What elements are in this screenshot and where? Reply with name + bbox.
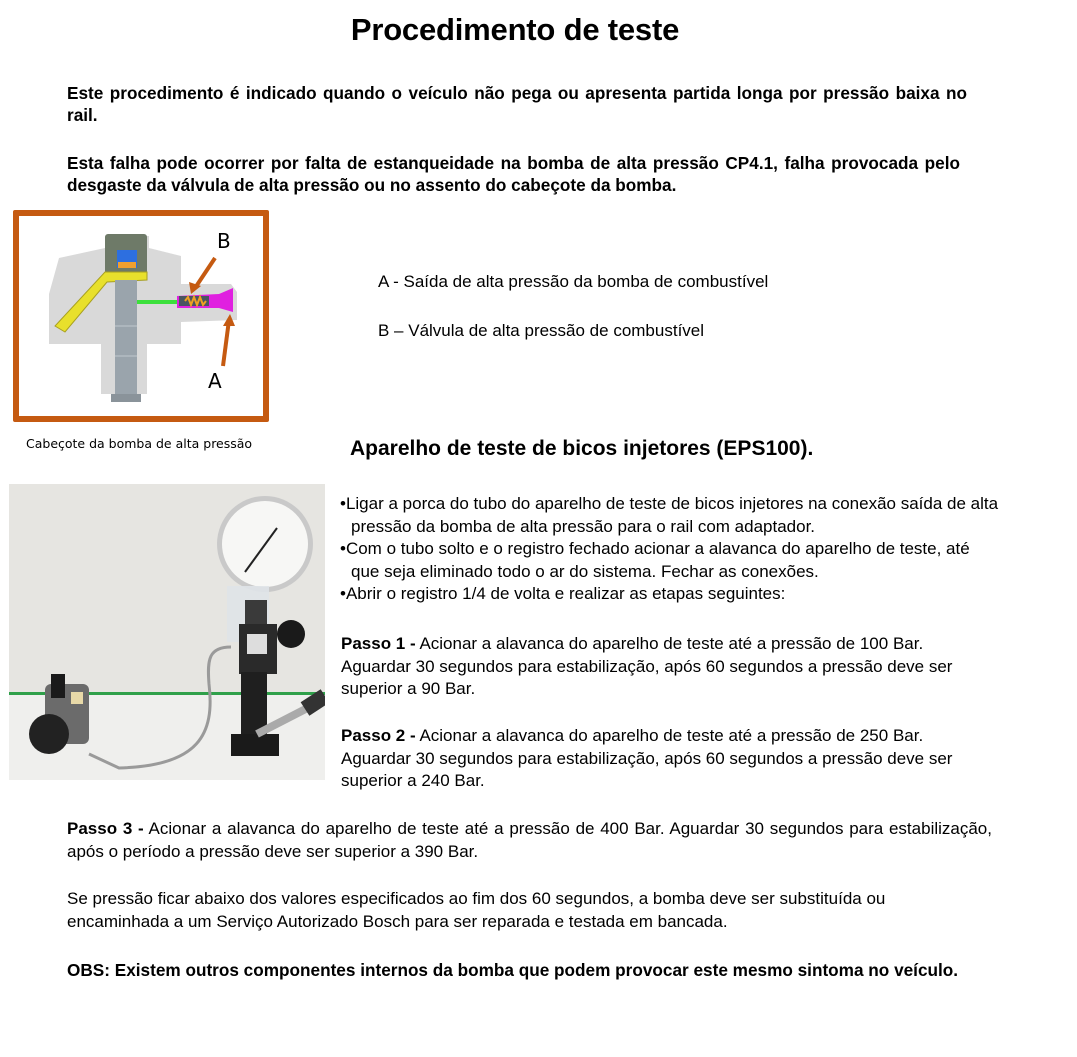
pump-head-diagram [13,210,269,422]
spring-top [118,262,136,268]
instruction-item: •Abrir o registro 1/4 de volta e realizar as etapas seguintes: [340,584,786,603]
step-text: Acionar a alavanca do aparelho de teste até a pressão de 250 Bar. Aguardar 30 segundos para estabilização, após 60 segundos a pressão deve ser superior a 240 Bar. [341,726,953,790]
instruction-item: •Ligar a porca do tubo do aparelho de teste de bicos injetores na conexão saída de alta pressão da bomba de alta pressão para o rail com adaptador. [340,494,999,536]
instruction-list [340,493,1000,606]
label-a: A [208,369,222,393]
intro-paragraph-2: Esta falha pode ocorrer por falta de estanqueidade na bomba de alta pressão CP4.1, falha provocada pelo desgaste da válvula de alta pressão ou no assento do cabeçote da bomba. [67,153,960,195]
replacement-note: Se pressão ficar abaixo dos valores especificados ao fim dos 60 segundos, a bomba deve ser substituída ou encaminhada a um Serviço Autorizado Bosch para ser reparada e testada em bancada. [67,889,886,931]
pump-head-illustration [19,216,263,416]
arrow-b [195,258,215,288]
tester-illustration [9,484,325,780]
label-b: B [217,229,231,253]
intro-paragraph-1: Este procedimento é indicado quando o veículo não pega ou apresenta partida longa por pressão baixa no rail. [67,83,967,125]
step-2 [341,725,991,793]
step-label: Passo 1 - [341,634,416,653]
step-1 [341,633,991,701]
tester-base [231,734,279,756]
obs-note: OBS: Existem outros componentes internos da bomba que podem provocar este mesmo sintoma no veículo. [67,960,959,980]
step-label: Passo 3 - [67,819,144,838]
tester-photo [9,484,325,780]
green-channel [137,300,177,304]
step-text: Acionar a alavanca do aparelho de teste até a pressão de 400 Bar. Aguardar 30 segundos para estabilização, após o período a pressão deve ser superior a 390 Bar. [67,819,992,861]
piston [115,280,137,398]
section-title: Aparelho de teste de bicos injetores (EPS100). [350,437,814,460]
instruction-item: •Com o tubo solto e o registro fechado acionar a alavanca do aparelho de teste, até que seja eliminado todo o ar do sistema. Fechar as conexões. [340,539,970,581]
arrow-a [223,320,229,366]
piston-base [111,394,141,402]
step-label: Passo 2 - [341,726,416,745]
legend-b: B – Válvula de alta pressão de combustível [378,321,705,340]
valve-knob [277,620,305,648]
legend-a: A - Saída de alta pressão da bomba de combustível [378,272,769,291]
step-text: Acionar a alavanca do aparelho de teste até a pressão de 100 Bar. Aguardar 30 segundos para estabilização, após 60 segundos a pressão deve ser superior a 90 Bar. [341,634,953,698]
page-title: Procedimento de teste [350,12,680,47]
diagram-caption: Cabeçote da bomba de alta pressão [26,436,253,451]
step-3 [67,818,992,863]
